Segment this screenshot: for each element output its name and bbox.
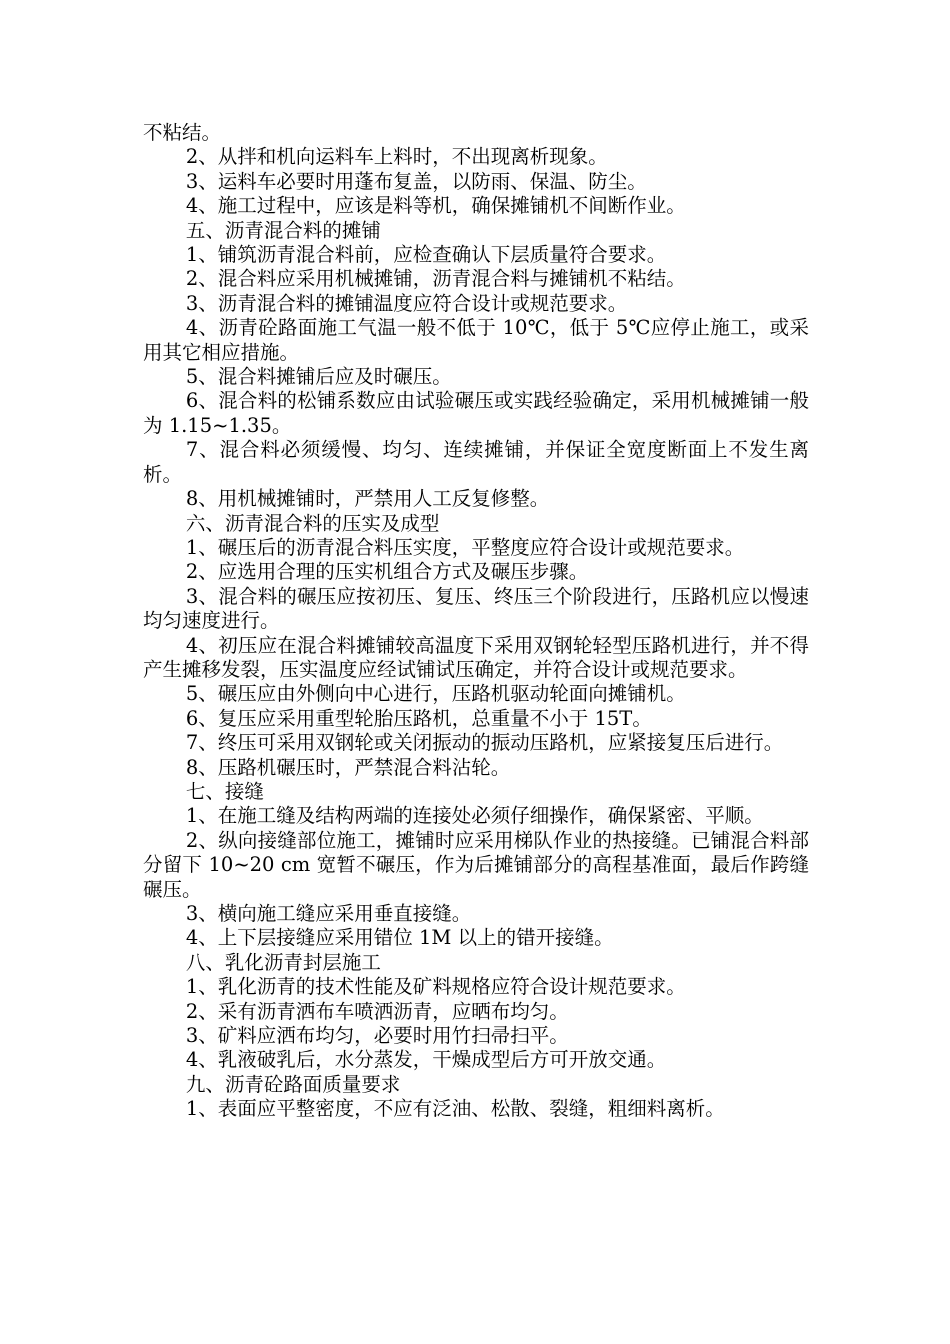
list-item: 7、终压可采用双钢轮或关闭振动的振动压路机，应紧接复压后进行。 [185,731,784,755]
list-item: 5、碾压应由外侧向中心进行，压路机驱动轮面向摊铺机。 [185,682,686,706]
list-item: 3、混合料的碾压应按初压、复压、终压三个阶段进行，压路机应以慢速均匀速度进行。 [143,584,809,633]
list-item: 8、用机械摊铺时，严禁用人工反复修整。 [185,487,550,511]
section-heading: 九、沥青砼路面质量要求 [185,1072,401,1096]
list-item: 3、沥青混合料的摊铺温度应符合设计或规范要求。 [185,291,628,315]
section-heading: 五、沥青混合料的摊铺 [185,218,381,242]
list-item: 4、施工过程中，应该是料等机，确保摊铺机不间断作业。 [185,194,686,218]
list-item: 2、从拌和机向运料车上料时，不出现离析现象。 [185,145,608,169]
list-item: 2、应选用合理的压实机组合方式及碾压步骤。 [185,560,589,584]
list-item: 7、混合料必须缓慢、均匀、连续摊铺，并保证全宽度断面上不发生离析。 [143,438,809,486]
list-item: 2、采有沥青洒布车喷洒沥青，应晒布均匀。 [185,999,569,1023]
document-body [143,121,809,1122]
list-item: 2、混合料应采用机械摊铺，沥青混合料与摊铺机不粘结。 [185,267,686,291]
paragraph: 不粘结。 [143,121,222,144]
list-item: 3、运料车必要时用蓬布复盖，以防雨、保温、防尘。 [185,169,647,193]
list-item: 6、复压应采用重型轮胎压路机，总重量不小于 15T。 [185,706,652,730]
list-item: 1、碾压后的沥青混合料压实度，平整度应符合设计或规范要求。 [185,535,745,559]
list-item: 6、混合料的松铺系数应由试验碾压或实践经验确定，采用机械摊铺一般为 1.15~1.35。 [143,389,809,437]
list-item: 8、压路机碾压时，严禁混合料沾轮。 [185,755,511,779]
list-item: 3、矿料应洒布均匀，必要时用竹扫帚扫平。 [185,1024,569,1048]
list-item: 1、表面应平整密度，不应有泛油、松散、裂缝，粗细料离析。 [185,1097,725,1121]
list-item: 1、在施工缝及结构两端的连接处必须仔细操作，确保紧密、平顺。 [185,804,764,828]
list-item: 3、横向施工缝应采用垂直接缝。 [185,902,472,925]
list-item: 4、上下层接缝应采用错位 1M 以上的错开接缝。 [185,926,614,950]
list-item: 2、纵向接缝部位施工，摊铺时应采用梯队作业的热接缝。已铺混合料部分留下 10~20 cm 宽暂不碾压，作为后摊铺部分的高程基准面，最后作跨缝碾压。 [143,828,809,901]
list-item: 1、乳化沥青的技术性能及矿料规格应符合设计规范要求。 [185,975,686,999]
list-item: 4、乳液破乳后，水分蒸发，干燥成型后方可开放交通。 [185,1048,667,1072]
list-item: 4、初压应在混合料摊铺较高温度下采用双钢轮轻型压路机进行，并不得产生摊移发裂，压实温度应经试铺试压确定，并符合设计或规范要求。 [143,633,809,681]
list-item: 4、沥青砼路面施工气温一般不低于 10℃，低于 5℃应停止施工，或采用其它相应措施。 [143,316,809,364]
list-item: 5、混合料摊铺后应及时碾压。 [185,365,452,389]
section-heading: 六、沥青混合料的压实及成型 [185,511,440,535]
list-item: 1、铺筑沥青混合料前，应检查确认下层质量符合要求。 [185,243,667,267]
section-heading: 七、接缝 [185,779,264,803]
section-heading: 八、乳化沥青封层施工 [185,950,381,974]
